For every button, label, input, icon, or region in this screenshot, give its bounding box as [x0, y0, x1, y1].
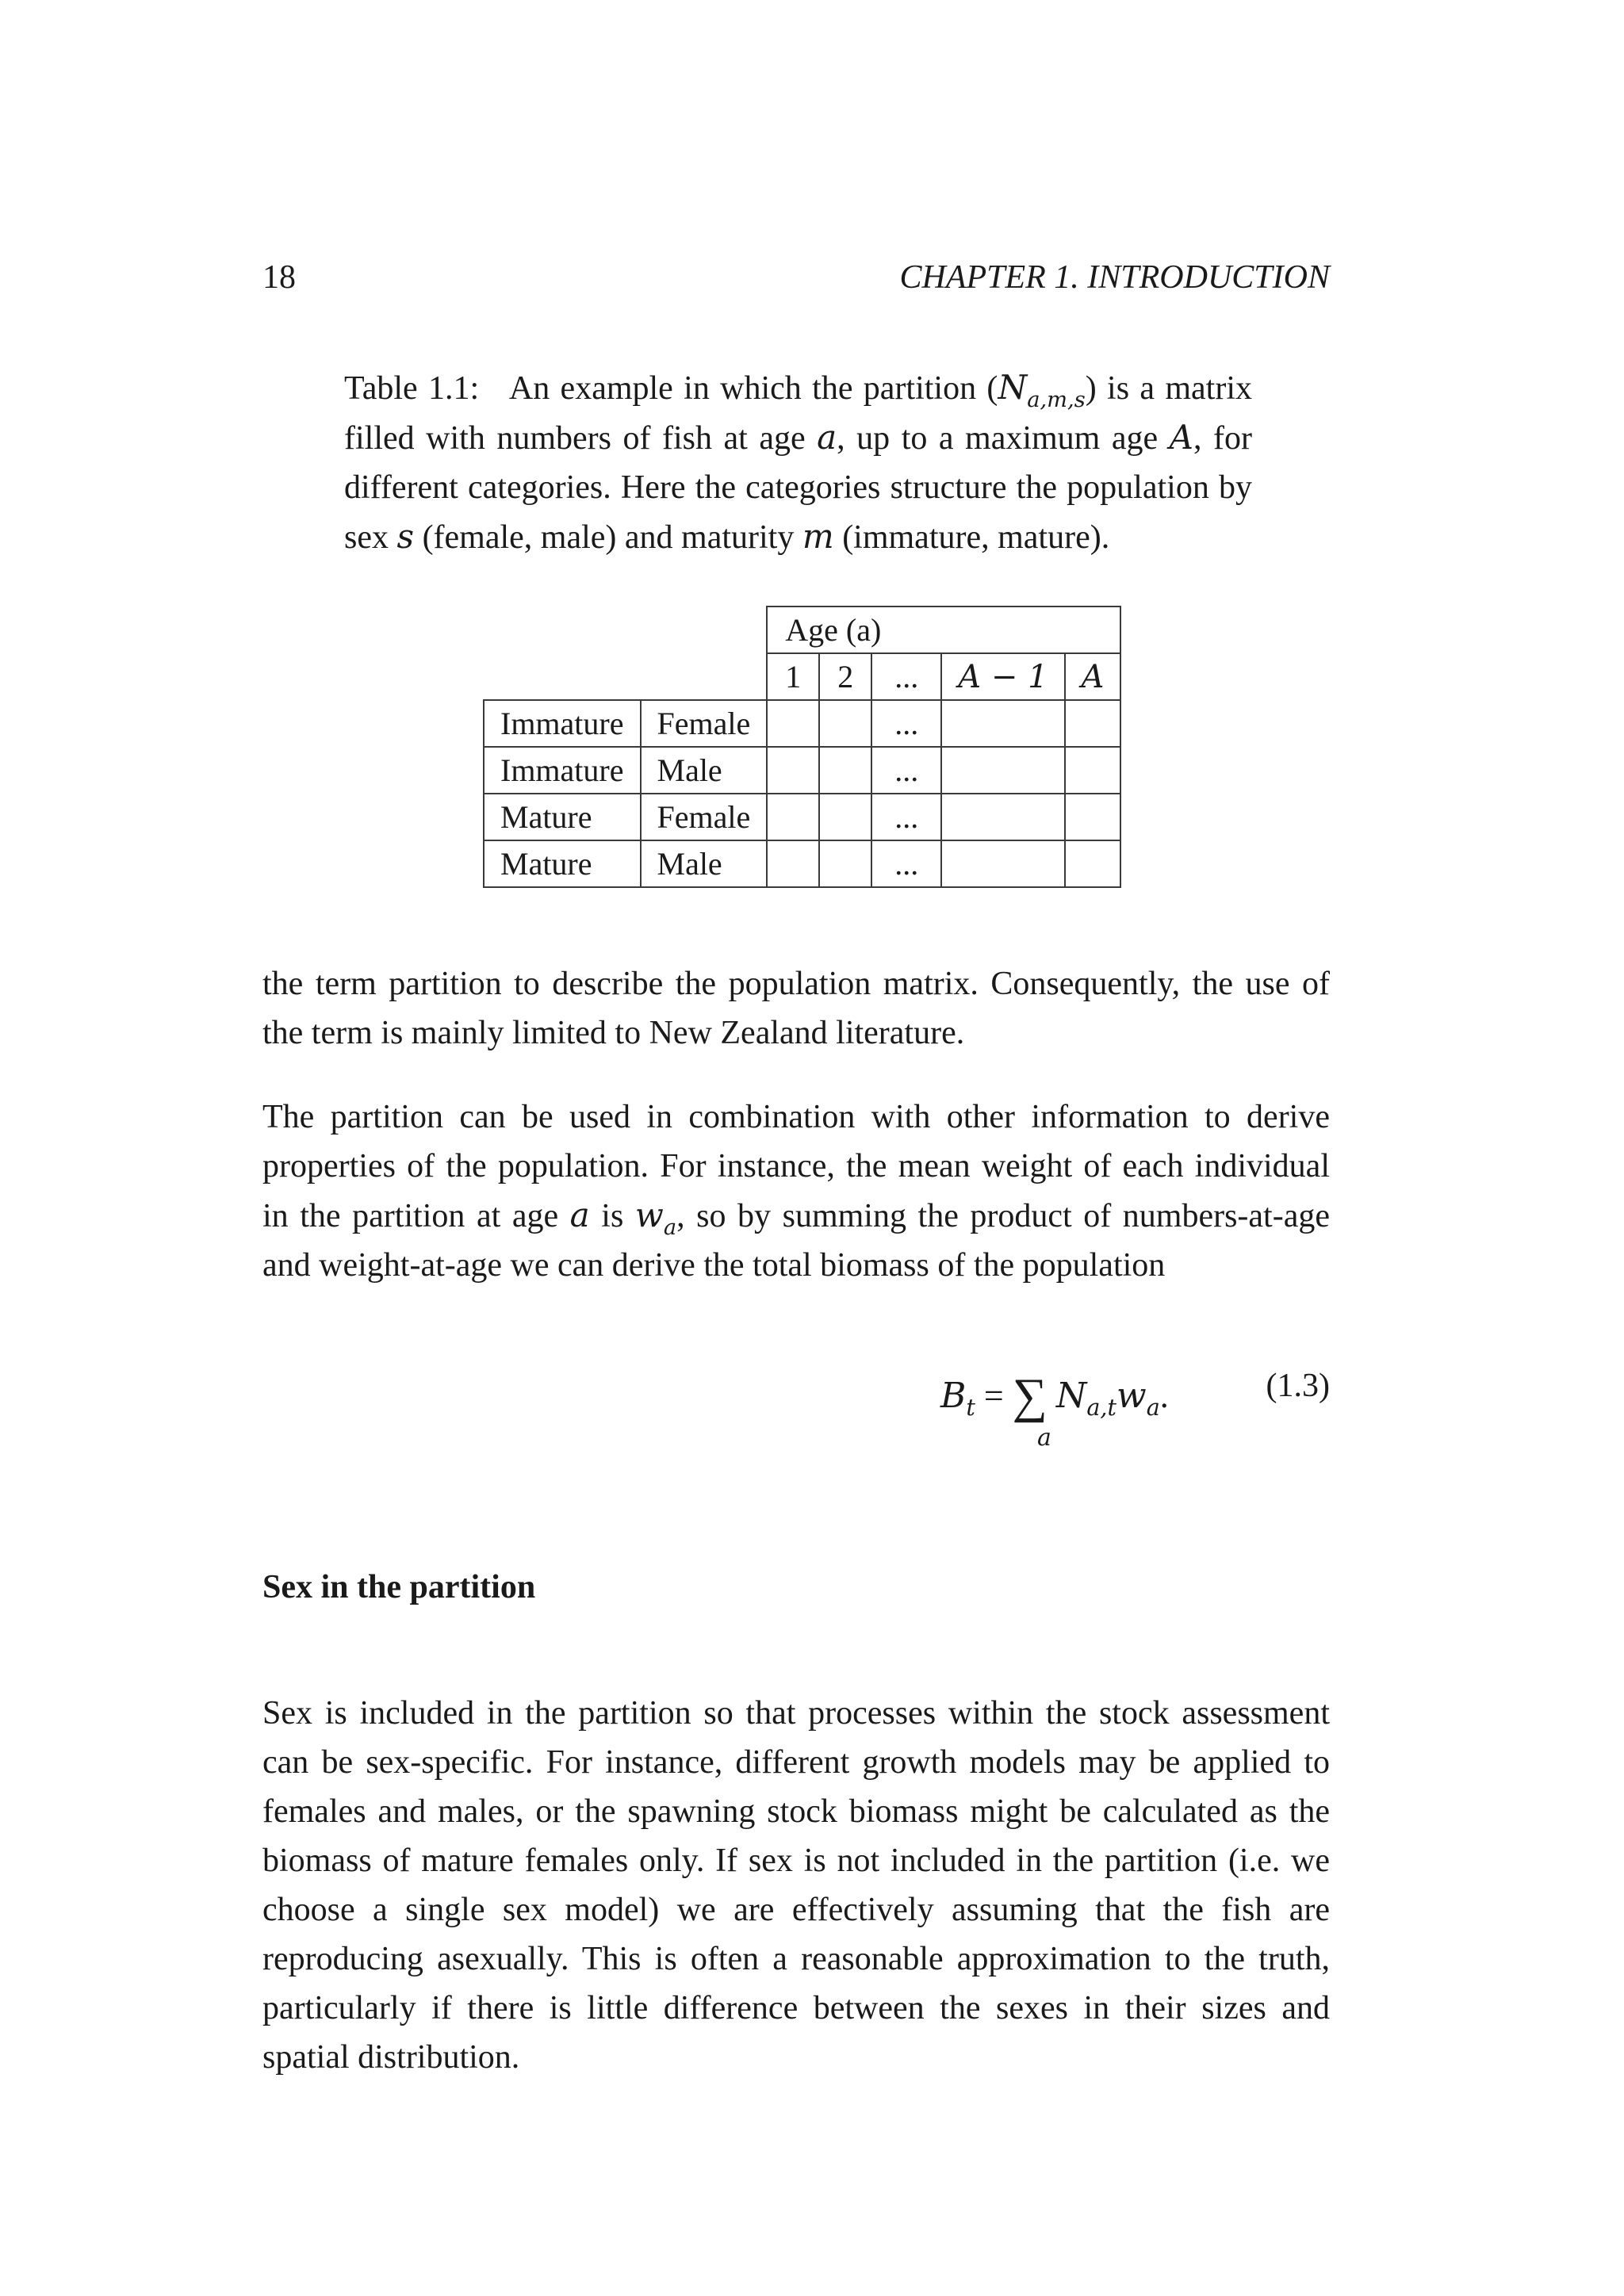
math-var: a	[817, 418, 837, 457]
running-head: CHAPTER 1. INTRODUCTION	[899, 259, 1330, 296]
page-number: 18	[262, 259, 296, 296]
math-var: w	[1116, 1376, 1147, 1416]
equation-period: .	[1159, 1376, 1169, 1415]
math-var: w	[634, 1196, 664, 1234]
math-subscript: t	[966, 1394, 975, 1421]
summation-symbol: ∑	[1012, 1369, 1048, 1423]
maturity-cell: Mature	[484, 794, 641, 840]
math-var: A	[1169, 418, 1194, 457]
table-header-row	[484, 607, 1120, 653]
caption-text: (immature, mature).	[833, 519, 1110, 556]
math-subscript: a,t	[1086, 1394, 1117, 1421]
dots-cell: ...	[871, 840, 941, 887]
sex-cell: Male	[641, 747, 768, 794]
maturity-cell: Mature	[484, 840, 641, 887]
column-header: ...	[871, 653, 941, 700]
caption-label: Table 1.1:	[344, 370, 480, 407]
math-var: a	[569, 1196, 590, 1234]
paragraph-text: , so by summing the product of numbers-at-age and weight-at-age we can derive the total biomass of the population	[262, 1198, 1330, 1284]
column-header: A	[1065, 653, 1121, 700]
math-subscript: a	[663, 1215, 677, 1240]
dots-cell: ...	[871, 794, 941, 840]
caption-text: , for different categories. Here the categories structure the population by sex	[344, 420, 1253, 556]
dots-cell: ...	[871, 747, 941, 794]
page-header	[262, 258, 1330, 306]
math-var: N	[998, 368, 1028, 407]
table-row	[484, 747, 1120, 794]
math-var: s	[396, 517, 415, 556]
paragraph-text: The partition can be used in combination with other information to derive properties of the population. For instance, the mean weight of each individual in the partition at age	[262, 1099, 1330, 1234]
caption-text: (female, male) and maturity	[414, 519, 802, 556]
age-header: Age (a)	[767, 607, 1120, 653]
summation-index: a	[1037, 1424, 1051, 1452]
dots-cell: ...	[871, 700, 941, 747]
caption-text: An example in which the partition (	[508, 370, 998, 407]
sex-cell: Female	[641, 794, 768, 840]
equation-number: (1.3)	[1266, 1368, 1330, 1404]
partition-table	[483, 606, 1121, 888]
paragraph-text: is	[589, 1198, 635, 1234]
paragraph: the term partition to describe the population matrix. Consequently, the use of the term is mainly limited to New Zealand literature.	[262, 966, 1330, 1051]
paragraph	[262, 1093, 1330, 1290]
maturity-cell: Immature	[484, 747, 641, 794]
table-row	[484, 794, 1120, 840]
table-row	[484, 840, 1120, 887]
math-var: m	[802, 517, 834, 556]
math-subscript: a	[1146, 1394, 1160, 1421]
math-var: N	[1055, 1376, 1087, 1416]
math-subscript: a,m,s	[1027, 387, 1086, 412]
table-header-row	[484, 653, 1120, 700]
section-heading: Sex in the partition	[262, 1569, 536, 1605]
sex-cell: Male	[641, 840, 768, 887]
column-header: 1	[767, 653, 819, 700]
table-caption	[344, 363, 1252, 562]
paragraph: Sex is included in the partition so that processes within the stock assessment can be sex-specific. For instance, different growth models may be applied to females and males, or the spawning stock biomass might be calculated as the biomass of mature females only. If sex is not included in the partition (i.e. we choose a single sex model) we are effectively assuming that the fish are reproducing asexually. This is often a reasonable approximation to the truth, particularly if there is little difference between the sexes in their sizes and spatial distribution.	[262, 1695, 1330, 2076]
sex-cell: Female	[641, 700, 768, 747]
table-row	[484, 700, 1120, 747]
caption-text: , up to a maximum age	[837, 420, 1170, 457]
equation-body	[940, 1364, 1169, 1452]
math-var: B	[940, 1376, 967, 1416]
column-header: 2	[819, 653, 871, 700]
equals-sign: =	[975, 1376, 1013, 1415]
column-header: A − 1	[941, 653, 1064, 700]
maturity-cell: Immature	[484, 700, 641, 747]
equation-1-3	[262, 1364, 1330, 1459]
caption-text: ) is a matrix filled with numbers of fish at age	[344, 370, 1253, 457]
